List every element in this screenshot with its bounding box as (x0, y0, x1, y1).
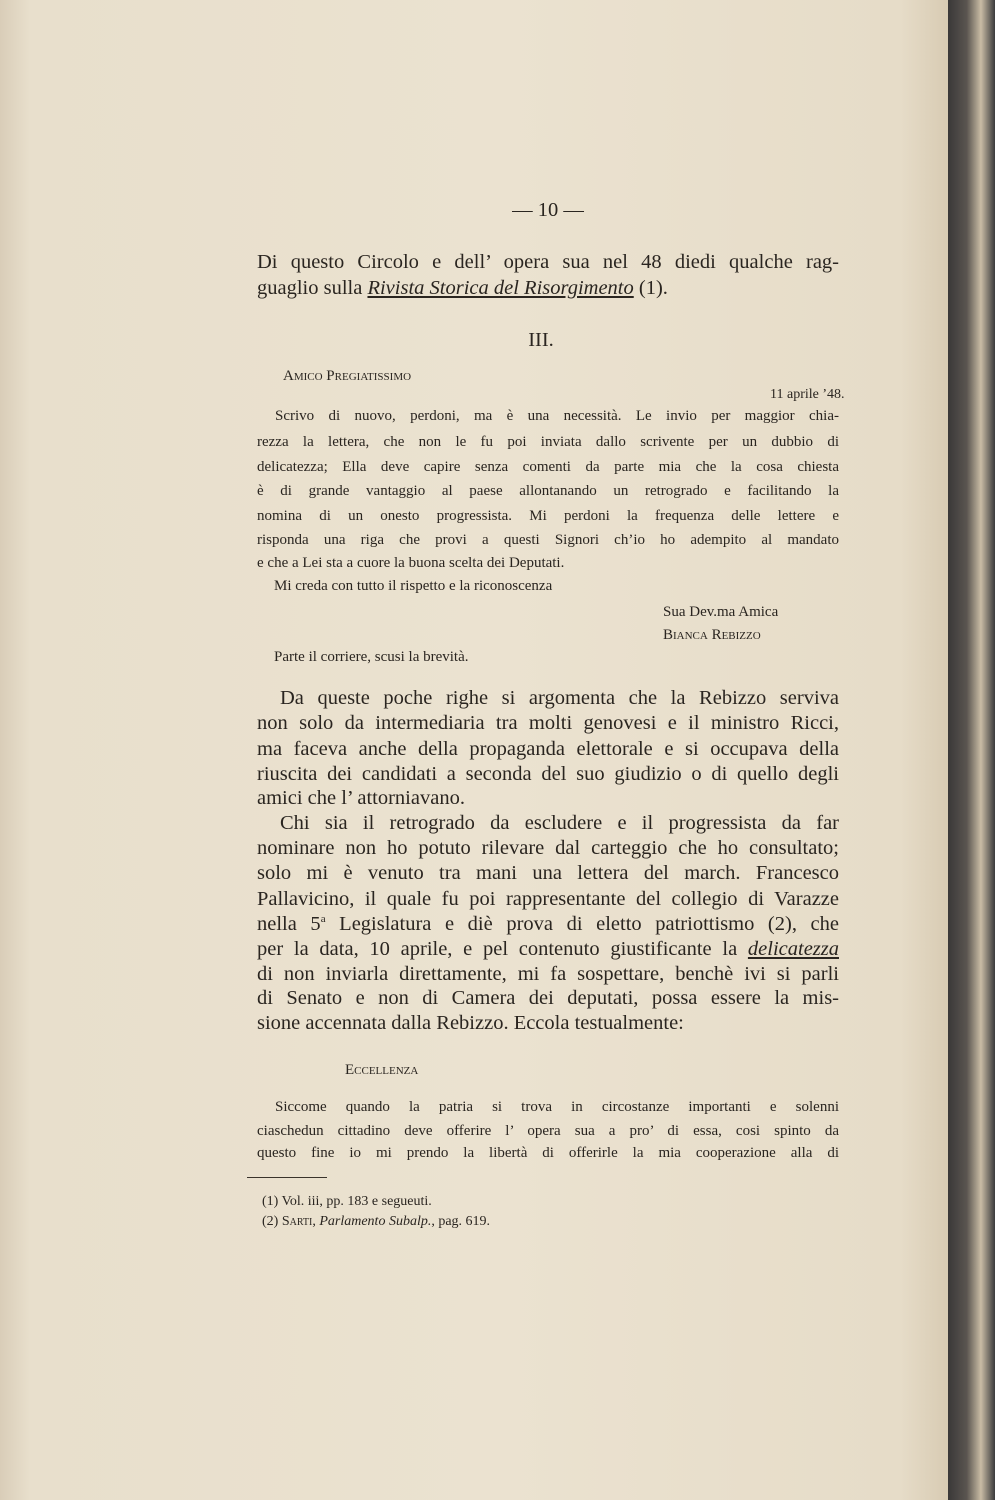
body-line: di non inviarla direttamente, mi fa sospettare, benchè ivi si parli (257, 963, 839, 985)
letter-line: risponda una riga che provi a questi Signori ch’io ho adempito al mandato (257, 532, 839, 548)
letter-line: Scrivo di nuovo, perdoni, ma è una necessità. Le invio per maggior chia- (275, 408, 839, 424)
footnote-ref: (1). (638, 277, 668, 299)
text: Legislatura e diè prova di eletto patriottismo (2), che (325, 913, 839, 935)
intro-line: Di questo Circolo e dell’ opera sua nel 48 diedi qualche rag- (257, 251, 839, 273)
footnote (262, 1213, 490, 1231)
body-line (257, 937, 839, 961)
letter-line: ciaschedun cittadino deve offerire l’ opera sua a pro’ di essa, cosi spinto da (257, 1123, 839, 1139)
salutation: Eccellenza (345, 1062, 419, 1078)
salutation: Amico Pregiatissimo (283, 368, 412, 384)
footnote-divider (247, 1177, 327, 1178)
letter-line: questo fine io mi prendo la libertà di offerirle la mia cooperazione alla di (257, 1145, 839, 1161)
body-line: solo mi è venuto tra mani una lettera del march. Francesco (257, 862, 839, 884)
text: (2) (262, 1214, 282, 1229)
body-line: non solo da intermediaria tra molti genovesi e il ministro Ricci, (257, 712, 839, 734)
emphasis: delicatezza (747, 938, 839, 960)
letter-closing: Sua Dev.ma Amica (663, 604, 779, 620)
body-line: Pallavicino, il quale fu poi rappresentante del collegio di Varazze (257, 888, 839, 910)
body-line: sione accennata dalla Rebizzo. Eccola testualmente: (257, 1012, 684, 1034)
work-title: Parlamento Subalp. (319, 1214, 432, 1229)
intro-line (257, 276, 839, 300)
page-number: — 10 — (512, 199, 584, 221)
letter-line: Siccome quando la patria si trova in circostanze importanti e solenni (275, 1099, 839, 1115)
text: guaglio sulla (257, 277, 363, 299)
letter-line: rezza la lettera, che non le fu poi inviata dallo scrivente per un dubbio di (257, 434, 839, 450)
text: , (312, 1214, 320, 1229)
letter-signature: Bianca Rebizzo (663, 627, 761, 643)
text: nella 5 (257, 913, 321, 935)
body-line: amici che l’ attorniavano. (257, 787, 465, 809)
body-line: Chi sia il retrogrado da escludere e il progressista da far (280, 812, 839, 834)
letter-postscript: Parte il corriere, scusi la brevità. (274, 649, 469, 665)
letter-line: è di grande vantaggio al paese allontanando un retrogrado e facilitando la (257, 483, 839, 499)
letter-date: 11 aprile ’48. (770, 387, 845, 402)
letter-line: nomina di un onesto progressista. Mi perdoni la frequenza delle lettere e (257, 508, 839, 524)
body-line: Da queste poche righe si argomenta che la Rebizzo serviva (280, 687, 839, 709)
journal-title: Rivista Storica del Risorgimento (367, 277, 634, 299)
body-line: ma faceva anche della propaganda elettorale e si occupava della (257, 738, 839, 760)
letter-line: Mi creda con tutto il rispetto e la riconoscenza (274, 578, 553, 594)
letter-line: e che a Lei sta a cuore la buona scelta dei Deputati. (257, 555, 565, 571)
superscript: a (320, 913, 326, 926)
body-line: nominare non ho potuto rilevare dal carteggio che ho consultato; (257, 837, 839, 859)
letter-line: delicatezza; Ella deve capire senza comenti da parte mia che la cosa chiesta (257, 459, 839, 475)
footnote: (1) Vol. iii, pp. 183 e segueuti. (262, 1194, 432, 1209)
book-binding-edge (948, 0, 995, 1500)
author: Sarti (281, 1214, 313, 1229)
text: , pag. 619. (431, 1214, 491, 1229)
section-number: III. (528, 329, 554, 351)
text: per la data, 10 aprile, e pel contenuto giustificante la (257, 938, 748, 960)
body-line: riuscita dei candidati a seconda del suo giudizio o di quello degli (257, 763, 839, 785)
body-line: di Senato e non di Camera dei deputati, possa essere la mis- (257, 987, 839, 1009)
body-line (257, 912, 839, 936)
